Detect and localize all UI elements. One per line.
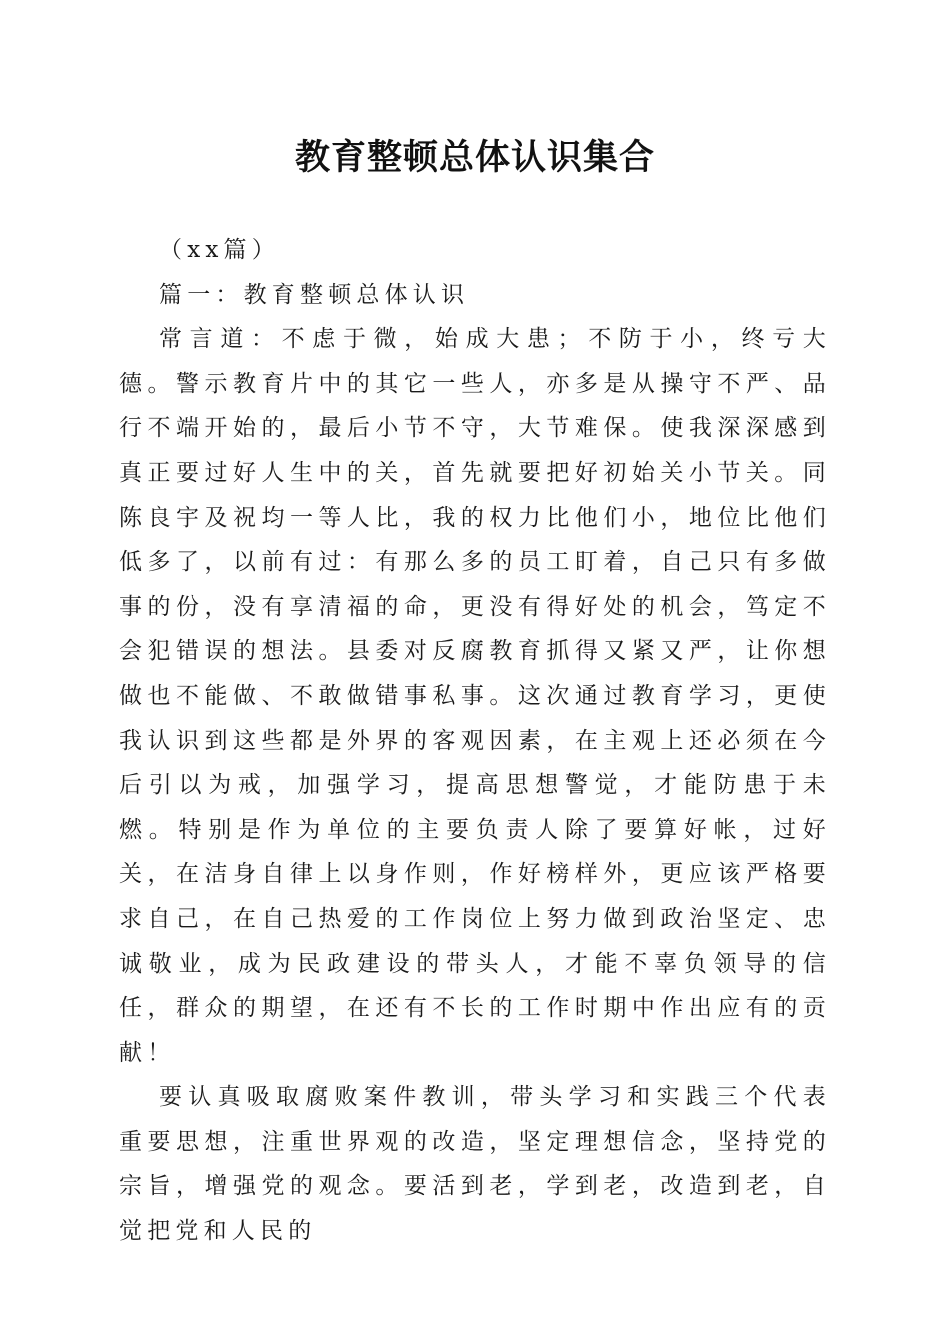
- document-body: [119, 228, 831, 1254]
- section-heading: 篇一：教育整顿总体认识: [159, 281, 470, 308]
- body-paragraph: 要认真吸取腐败案件教训，带头学习和实践三个代表重要思想，注重世界观的改造，坚定理想信念，坚持党的宗旨，增强党的观念。要活到老，学到老，改造到老，自觉把党和人民的: [119, 1084, 831, 1245]
- document-title: 教育整顿总体认识集合: [294, 137, 655, 178]
- series-note: （xx篇）: [159, 237, 280, 263]
- body-paragraph: 常言道：不虑于微，始成大患；不防于小，终亏大德。警示教育片中的其它一些人，亦多是从操守不严、品行不端开始的，最后小节不守，大节难保。使我深深感到真正要过好人生中的关，首先就要把好初始关小节关。同陈良宇及祝均一等人比，我的权力比他们小，地位比他们低多了，以前有过：有那么多的员工盯着，自己只有多做事的份，没有享清福的命，更没有得好处的机会，笃定不会犯错误的想法。县委对反腐教育抓得又紧又严，让你想做也不能做、不敢做错事私事。这次通过教育学习，更使我认识到这些都是外界的客观因素，在主观上还必须在今后引以为戒，加强学习，提高思想警觉，才能防患于未燃。特别是作为单位的主要负责人除了要算好帐，过好关，在洁身自律上以身作则，作好榜样外，更应该严格要求自己，在自己热爱的工作岗位上努力做到政治坚定、忠诚敬业，成为民政建设的带头人，才能不辜负领导的信任，群众的期望，在还有不长的工作时期中作出应有的贡献！: [119, 326, 831, 1066]
